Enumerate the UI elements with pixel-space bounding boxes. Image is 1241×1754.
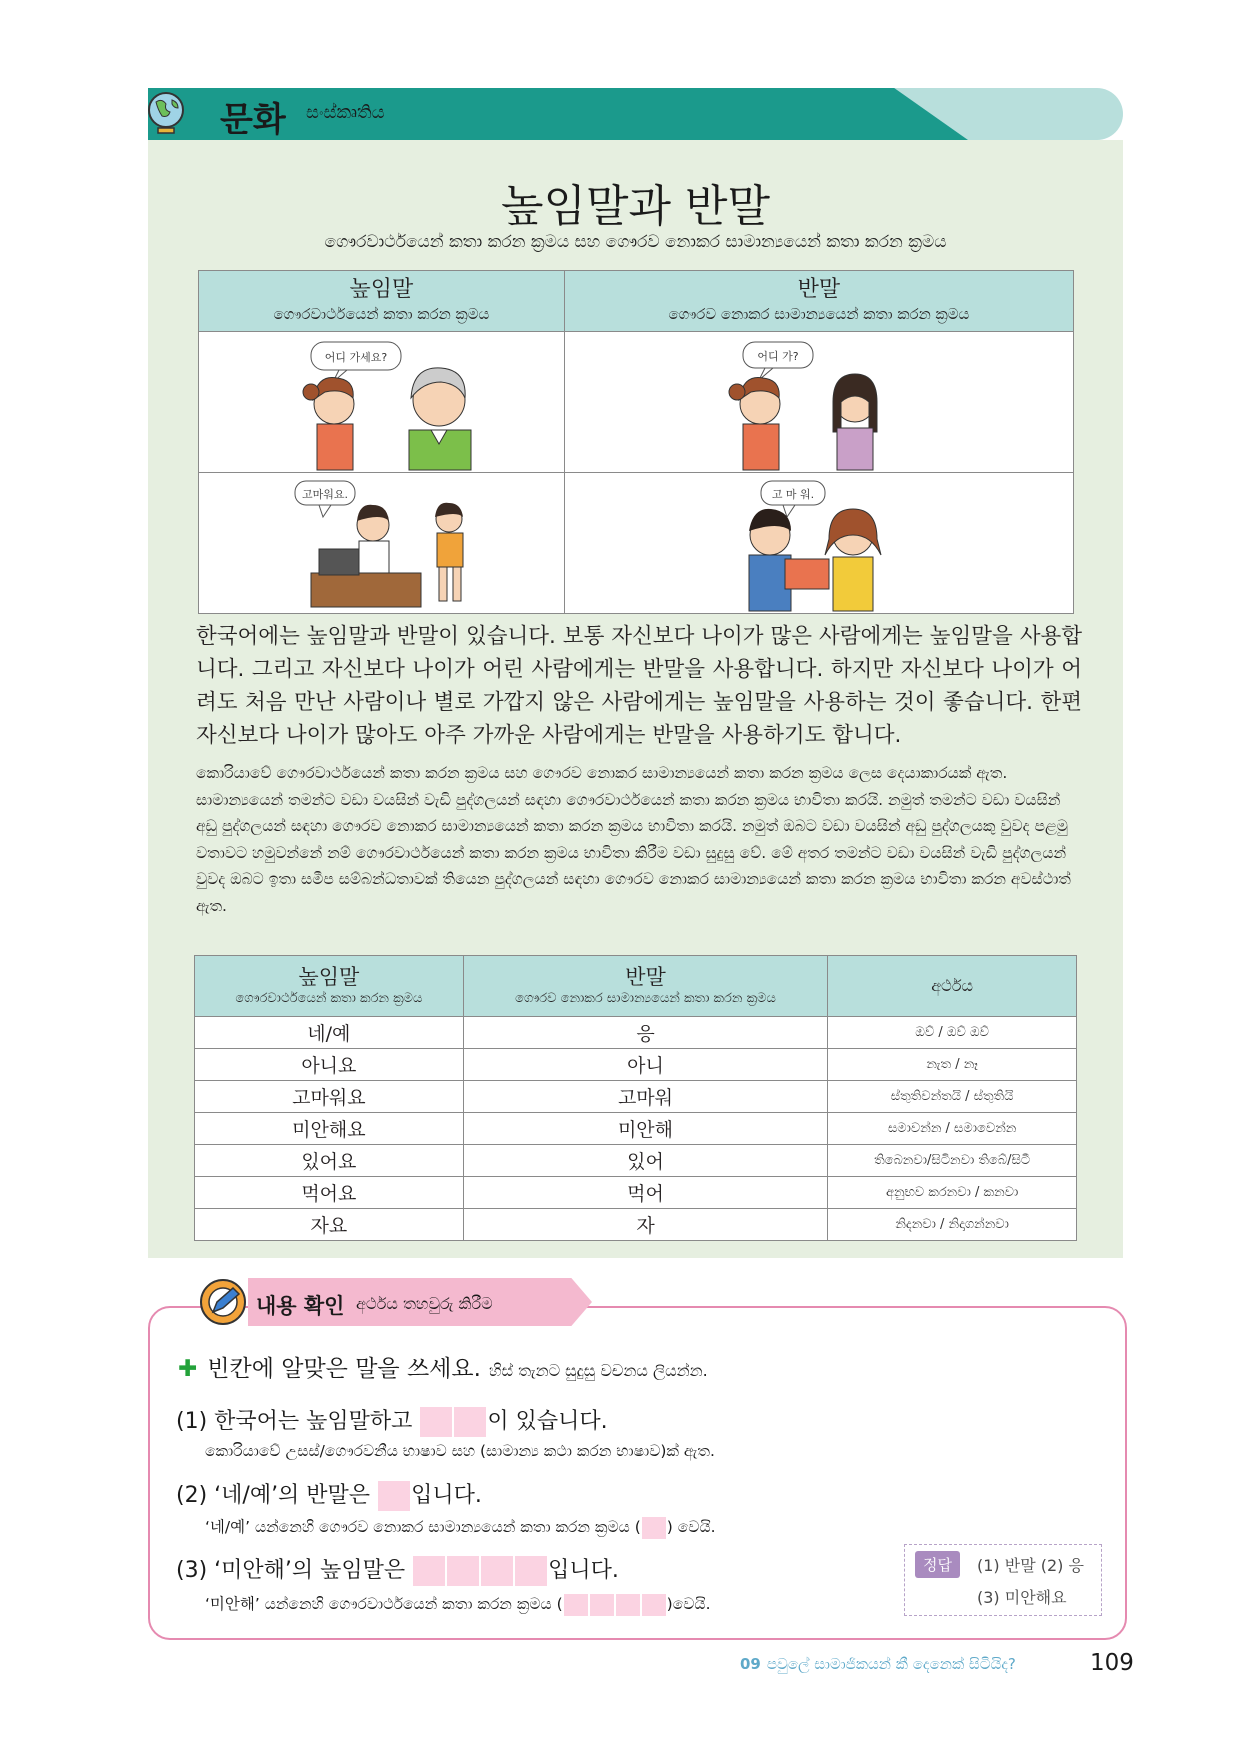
- header-title: 문화: [220, 100, 286, 140]
- vocab-header-casual-si: ගෞරව නොකර සාමාන්‍යයෙන් කතා කරන ක්‍රමය: [515, 991, 776, 1006]
- illustration-casual-thanks: [564, 473, 1073, 614]
- illustration-office-thanks: [199, 473, 583, 613]
- col-header-honorific-si: ගෞරවාර්ථයෙන් කතා කරන ක්‍රමය: [273, 305, 490, 323]
- answer-blank[interactable]: [642, 1594, 666, 1616]
- illustration-honorific-thanks: [199, 473, 565, 614]
- col-header-honorific-ko: 높임말: [349, 277, 414, 302]
- table-row: [195, 1017, 1077, 1049]
- page-title: 높임말과 반말: [500, 181, 770, 232]
- footer-chapter: [740, 1655, 1016, 1673]
- vocab-header-meaning-label: අර්ථය: [931, 976, 974, 995]
- table-row: [195, 1049, 1077, 1081]
- question-2-si-end: ) වෙයි.: [666, 1518, 716, 1536]
- question-2-si-text: ‘네/예’ යන්නෙහි ගෞරව නොකර සාමාන්‍යයෙන් කතා කරන ක්‍රමය (: [205, 1518, 641, 1536]
- vocabulary-table: [194, 955, 1077, 1241]
- col-header-casual-si: ගෞරව නොකර සාමාන්‍යයෙන් කතා කරන ක්‍රමය: [668, 305, 970, 323]
- cell-meaning: නිදනවා / නිදාගන්නවා: [828, 1209, 1077, 1241]
- question-2-end: 입니다.: [411, 1483, 482, 1508]
- cell-casual: 고마워: [463, 1081, 828, 1113]
- answer-blank[interactable]: [481, 1556, 513, 1586]
- answer-line-1: (1) 반말 (2) 응: [977, 1556, 1084, 1575]
- culture-panel: [148, 140, 1123, 1258]
- answer-badge: 정답: [915, 1551, 960, 1578]
- table-row: [195, 1177, 1077, 1209]
- instruction-ko: 빈칸에 알맞은 말을 쓰세요.: [207, 1356, 481, 1382]
- vocab-header-meaning: [828, 956, 1077, 1017]
- cell-casual: 자: [463, 1209, 828, 1241]
- question-1-sinhala: කොරියාවේ උසස්/ගෞරවනීය භාෂාව සහ (සාමාන්‍ය කථා කරන භාෂාව)ක් ඇත.: [205, 1442, 715, 1460]
- cell-meaning: නැත / නෑ: [828, 1049, 1077, 1081]
- cell-casual: 있어: [463, 1145, 828, 1177]
- cell-casual: 먹어: [463, 1177, 828, 1209]
- content-check-title: 내용 확인: [256, 1294, 345, 1318]
- illustration-honorific-greeting: [199, 332, 565, 473]
- question-3-end: 입니다.: [548, 1558, 619, 1583]
- cell-casual: 아니: [463, 1049, 828, 1081]
- cell-meaning: සමාවන්න / සමාවෙන්න: [828, 1113, 1077, 1145]
- answer-blank[interactable]: [420, 1407, 452, 1437]
- answer-blank[interactable]: [454, 1407, 486, 1437]
- cell-casual: 응: [463, 1017, 828, 1049]
- col-header-honorific: [199, 271, 565, 332]
- cell-honorific: 먹어요: [195, 1177, 464, 1209]
- cell-meaning: අනුභව කරනවා / කනවා: [828, 1177, 1077, 1209]
- cell-meaning: තිබෙනවා/සිටිනවා තිබේ/සිටී: [828, 1145, 1077, 1177]
- speech-bubble-text: 고마워요.: [301, 488, 349, 501]
- question-2-sinhala: [205, 1515, 716, 1539]
- vocab-header-honorific-ko: 높임말: [298, 965, 360, 989]
- cell-casual: 미안해: [463, 1113, 828, 1145]
- question-1-end: 이 있습니다.: [487, 1409, 608, 1434]
- answer-blank[interactable]: [515, 1556, 547, 1586]
- question-3: [176, 1553, 619, 1586]
- question-3-si-text: ‘미안해’ යන්නෙහි ගෞරවාර්ථයෙන් කතා කරන ක්‍රමය (: [205, 1595, 563, 1613]
- cell-meaning: ඔව් / ඔව් ඔව්: [828, 1017, 1077, 1049]
- plus-icon: ✚: [178, 1356, 198, 1382]
- vocab-header-casual: [463, 956, 828, 1017]
- question-1-text: (1) 한국어는 높임말하고: [176, 1409, 413, 1434]
- instruction-si: හිස් තැනට සුදුසු වචනය ලියන්න.: [488, 1361, 708, 1380]
- answer-blank[interactable]: [616, 1594, 640, 1616]
- col-header-casual: [564, 271, 1073, 332]
- answer-blank[interactable]: [590, 1594, 614, 1616]
- cell-honorific: 고마워요: [195, 1081, 464, 1113]
- vocab-header-casual-ko: 반말: [625, 965, 666, 989]
- vocab-header-honorific: [195, 956, 464, 1017]
- cell-honorific: 있어요: [195, 1145, 464, 1177]
- illustration-gift-thanks: [565, 473, 1055, 613]
- question-2: [176, 1478, 482, 1511]
- paragraph-sinhala: කොරියාවේ ගෞරවාර්ථයෙන් කතා කරන ක්‍රමය සහ ගෞරව නොකර සාමාන්‍යයෙන් කතා කරන ක්‍රමය ලෙස දෙයාකාරයක් ඇත. සාමාන්‍යයෙන් තමන්ට වඩා වයසින් වැඩි පුද්ගලයන් සඳහා ගෞරවාර්ථයෙන් කතා කරන ක්‍රමය භාවිතා කරයි. නමුත් තමන්ට වඩා වයසින් අඩු පුද්ගලයන් සඳහා ගෞරව නොකර සාමාන්‍යයෙන් කතා කරන ක්‍රමය භාවිතා කරයි. නමුත් ඔබට වඩා වයසින් අඩු පුද්ගලයකු වුවද පළමු වතාවට හමුවන්නේ නම් ගෞරවාර්ථයෙන් කතා කරන ක්‍රමය භාවිතා කිරීම වඩා සුදුසු වේ. මේ අතර තමන්ට වඩා වයසින් වැඩි පුද්ගලයන් වුවද ඔබට ඉතා සමීප සම්බන්ධතාවක් තියෙන පුද්ගලයන් සඳහා ගෞරව නොකර සාමාන්‍යයෙන් කතා කරන ක්‍රමය භාවිතා කරන අවස්ථාත් ඇත.: [196, 764, 1071, 915]
- globe-icon: [144, 90, 188, 134]
- col-header-casual-ko: 반말: [797, 277, 841, 302]
- instruction: [178, 1350, 708, 1383]
- vocab-header-honorific-si: ගෞරවාර්ථයෙන් කතා කරන ක්‍රමය: [235, 991, 423, 1006]
- illustration-table: [198, 270, 1074, 614]
- header-subtitle: සංස්කෘතිය: [306, 102, 385, 123]
- cell-honorific: 네/예: [195, 1017, 464, 1049]
- table-row: [195, 1081, 1077, 1113]
- table-row: [195, 1113, 1077, 1145]
- speech-bubble-text: 어디 가?: [757, 350, 799, 363]
- answer-blank[interactable]: [447, 1556, 479, 1586]
- table-row: [195, 1209, 1077, 1241]
- answer-blank[interactable]: [378, 1481, 410, 1511]
- cell-honorific: 미안해요: [195, 1113, 464, 1145]
- pencil-gear-icon: [195, 1274, 251, 1330]
- cell-honorific: 아니요: [195, 1049, 464, 1081]
- cell-meaning: ස්තුතිවන්තයි / ස්තුතියි: [828, 1081, 1077, 1113]
- illustration-girl-grandpa: [199, 332, 583, 472]
- table-row: [195, 1145, 1077, 1177]
- question-3-text: (3) ‘미안해’의 높임말은: [176, 1558, 406, 1583]
- answer-line-2: (3) 미안해요: [977, 1588, 1067, 1607]
- question-3-sinhala: [205, 1592, 711, 1616]
- answer-blank[interactable]: [642, 1517, 666, 1539]
- answer-blank[interactable]: [564, 1594, 588, 1616]
- page-subtitle: ගෞරවාර්ථයෙන් කතා කරන ක්‍රමය සහ ගෞරව නොකර සාමාන්‍යයෙන් කතා කරන ක්‍රමය: [324, 232, 947, 252]
- section-header: [148, 88, 1123, 140]
- cell-honorific: 자요: [195, 1209, 464, 1241]
- question-2-text: (2) ‘네/예’의 반말은: [176, 1483, 371, 1508]
- answer-key: [904, 1544, 1102, 1616]
- paragraph-korean: 한국어에는 높임말과 반말이 있습니다. 보통 자신보다 나이가 많은 사람에게는 높임말을 사용합니다. 그리고 자신보다 나이가 어린 사람에게는 반말을 사용합니다. 하지만 자신보다 나이가 어려도 처음 만난 사람이나 별로 가깝지 않은 사람에게는 높임말을 사용하는 것이 좋습니다. 한편 자신보다 나이가 많아도 아주 가까운 사람에게는 반말을 사용하기도 합니다.: [196, 624, 1082, 748]
- question-3-si-end: )වෙයි.: [666, 1595, 711, 1613]
- question-1: [176, 1404, 608, 1437]
- illustration-two-girls: [565, 332, 1055, 472]
- speech-bubble-text: 어디 가세요?: [324, 351, 388, 364]
- chapter-number: 09: [740, 1655, 761, 1673]
- answer-blank[interactable]: [413, 1556, 445, 1586]
- illustration-casual-greeting: [564, 332, 1073, 473]
- chapter-title: පවුලේ සාමාජිකයන් කී දෙනෙක් සිටියිද?: [766, 1655, 1016, 1673]
- page-number: 109: [1090, 1650, 1134, 1676]
- content-check-subtitle: අර්ථය තහවුරු කිරීම: [356, 1294, 493, 1313]
- speech-bubble-text: 고 마 워.: [771, 488, 814, 501]
